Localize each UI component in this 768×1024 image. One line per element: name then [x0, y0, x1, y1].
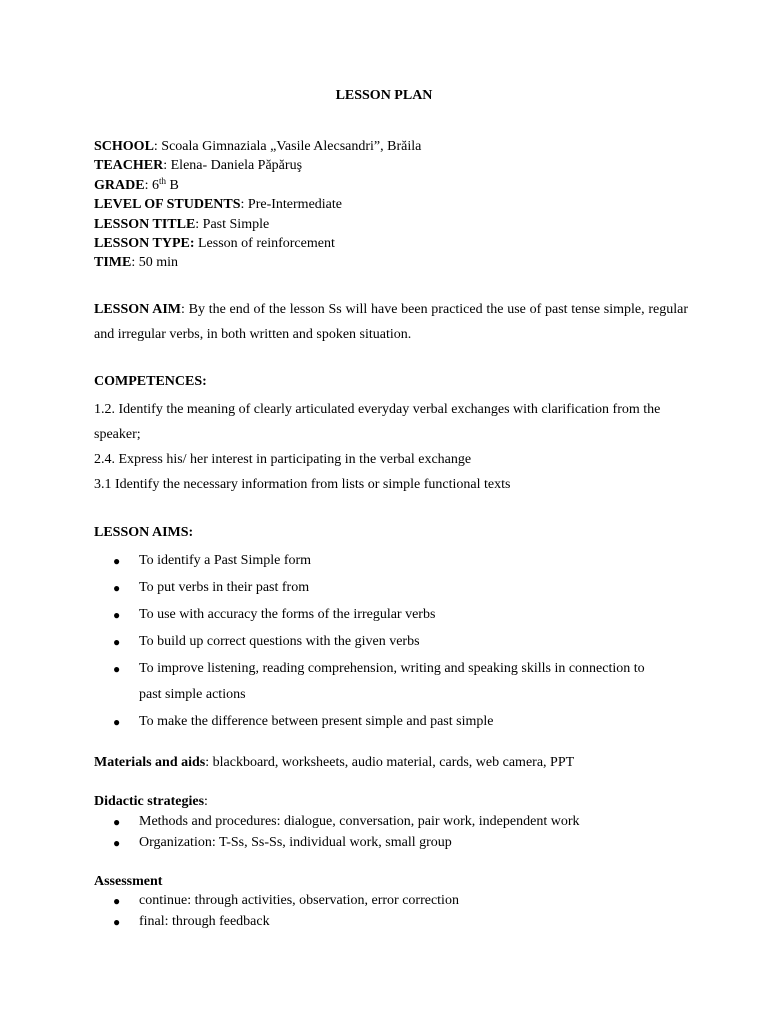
teacher-value: : Elena- Daniela Păpăruş [163, 158, 303, 174]
grade-label: GRADE [94, 177, 145, 193]
school-value: : Scoala Gimnaziala „Vasile Alecsandri”, Brăila [153, 139, 422, 154]
lesson-type-line [94, 234, 421, 253]
bullet-icon: ● [113, 662, 121, 676]
materials-text: : blackboard, worksheets, audio material, cards, web camera, PPT [205, 755, 575, 770]
list-item-text: To put verbs in their past from [139, 580, 310, 595]
grade-line [94, 176, 421, 195]
bullet-icon: ● [113, 554, 121, 568]
school-line [94, 137, 421, 156]
strategies-heading-text: Didactic strategies [94, 794, 205, 809]
bullet-icon: ● [113, 608, 121, 622]
materials-label: Materials and aids [94, 755, 206, 770]
competences-heading: COMPETENCES: [94, 374, 207, 389]
bullet-icon: ● [113, 815, 121, 829]
lesson-title-label: LESSON TITLE [94, 216, 196, 232]
grade-class: B [165, 177, 179, 193]
list-item [94, 912, 674, 933]
list-item-text: To improve listening, reading comprehension, writing and speaking skills in connection to past simple actions [139, 661, 645, 702]
list-item [94, 548, 654, 574]
list-item [94, 602, 654, 628]
school-label: SCHOOL [94, 139, 154, 154]
page-title: LESSON PLAN [335, 88, 433, 103]
grade-value: : 6 [144, 177, 159, 193]
level-label: LEVEL OF STUDENTS [94, 197, 241, 213]
bullet-icon: ● [113, 835, 121, 850]
list-item-text: final: through feedback [139, 913, 270, 929]
lesson-type-label: LESSON TYPE: [94, 236, 195, 252]
lesson-info [94, 137, 421, 273]
lesson-type-value: Lesson of reinforcement [194, 236, 335, 252]
list-item-text: To build up correct questions with the given verbs [139, 634, 420, 649]
assessment-list [94, 891, 674, 932]
bullet-icon: ● [113, 715, 121, 729]
lesson-aim-text: : By the end of the lesson Ss will have been practiced the use of past tense simple, regular and irregular verbs, in both written and spoken situation. [94, 302, 689, 342]
lesson-aim-paragraph [94, 297, 688, 347]
list-item [94, 891, 674, 912]
level-value: : Pre-Intermediate [240, 197, 342, 213]
list-item-text: To identify a Past Simple form [139, 553, 312, 568]
teacher-label: TEACHER [94, 158, 164, 174]
bullet-icon: ● [113, 894, 121, 908]
list-item-text: Organization: T-Ss, Ss-Ss, individual work, small group [139, 834, 452, 850]
list-item [94, 656, 654, 708]
bullet-icon: ● [113, 635, 121, 649]
assessment-heading: Assessment [94, 874, 163, 889]
time-value: : 50 min [131, 255, 179, 271]
strategies-heading [94, 793, 208, 811]
list-item-text: Methods and procedures: dialogue, conversation, pair work, independent work [139, 814, 580, 829]
level-line [94, 195, 421, 214]
list-item-text: To make the difference between present simple and past simple [139, 714, 494, 729]
teacher-line [94, 156, 421, 175]
materials-line [94, 753, 574, 773]
list-item-text: To use with accuracy the forms of the irregular verbs [139, 607, 436, 622]
lesson-aims-heading: LESSON AIMS: [94, 525, 194, 540]
lesson-title-line [94, 215, 421, 234]
strategies-list [94, 812, 674, 853]
list-item [94, 833, 674, 854]
time-line [94, 253, 421, 272]
lesson-title-value: : Past Simple [195, 216, 270, 232]
competences-list [94, 397, 694, 497]
grade-suffix: th [158, 175, 166, 186]
competence-item: 2.4. Express his/ her interest in participating in the verbal exchange [94, 452, 472, 467]
competence-item: 1.2. Identify the meaning of clearly articulated everyday verbal exchanges with clarification from the speaker; [94, 402, 661, 442]
list-item [94, 709, 654, 735]
time-label: TIME [94, 255, 132, 271]
list-item-text: continue: through activities, observation, error correction [139, 893, 459, 908]
lesson-aim-label: LESSON AIM [94, 302, 181, 317]
bullet-icon: ● [113, 914, 121, 929]
strategies-colon: : [204, 794, 208, 809]
lesson-aims-list [94, 548, 654, 736]
competence-item: 3.1 Identify the necessary information from lists or simple functional texts [94, 477, 511, 492]
list-item [94, 812, 674, 833]
bullet-icon: ● [113, 581, 121, 595]
list-item [94, 575, 654, 601]
list-item [94, 629, 654, 655]
